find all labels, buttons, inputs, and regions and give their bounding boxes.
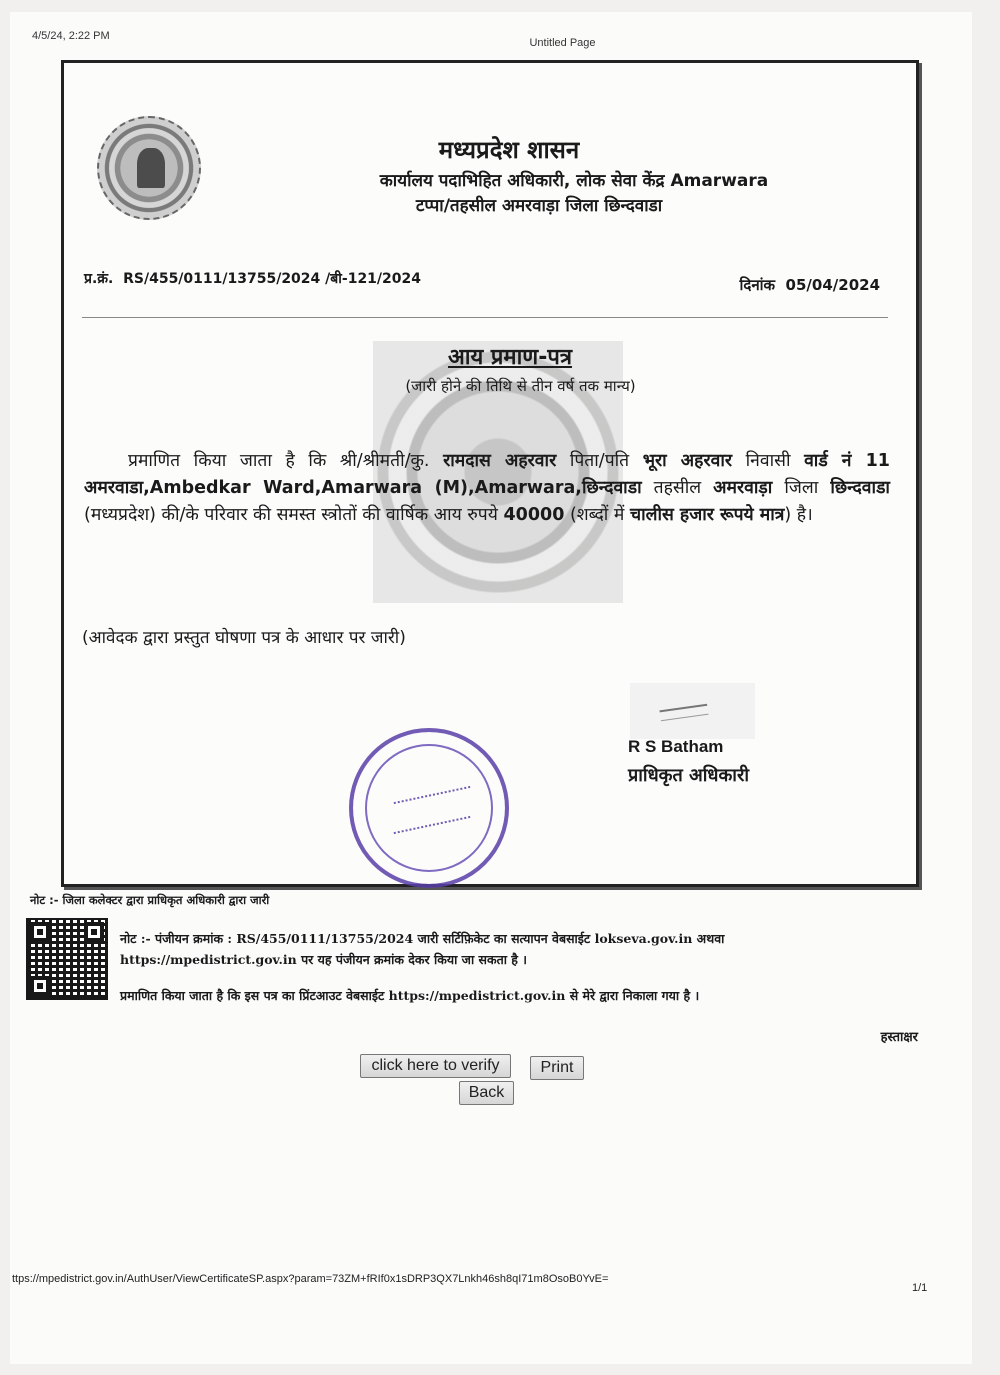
header-divider xyxy=(82,317,888,318)
body-state-text: (मध्यप्रदेश) की/के परिवार की समस्त स्त्रोतों की वार्षिक आय रुपये xyxy=(84,505,498,525)
date-label: दिनांक xyxy=(739,276,776,294)
office-name: कार्यालय पदाभिहित अधिकारी, लोक सेवा केंद्र Amarwara xyxy=(379,171,769,191)
print-page-title: Untitled Page xyxy=(529,37,596,49)
signature-image xyxy=(630,683,755,739)
reference-number xyxy=(84,269,421,288)
qr-finder-icon xyxy=(84,922,104,942)
print-url: ttps://mpedistrict.gov.in/AuthUser/ViewCertificateSP.aspx?param=73ZM+fRIf0x1sDRP3QX7Lnkh46sh8qI71m8OsoB0YvE= xyxy=(12,1273,609,1285)
reference-label: प्र.क्रं. xyxy=(84,271,114,287)
print-page-number: 1/1 xyxy=(912,1282,928,1294)
qr-finder-icon xyxy=(30,922,50,942)
income-amount-words: चालीस हजार रूपये मात्र xyxy=(629,505,785,525)
tehsil-district: टप्पा/तहसील अमरवाड़ा जिला छिन्दवाडा xyxy=(415,196,663,216)
print-datetime: 4/5/24, 2:22 PM xyxy=(32,30,110,42)
verify-button[interactable]: click here to verify xyxy=(360,1054,511,1078)
note-printout: प्रमाणित किया जाता है कि इस पत्र का प्रिंटआउट वेबसाईट https://mpedistrict.gov.in से मेरे द्वारा निकाला गया है । xyxy=(120,988,700,1003)
holder-tehsil: अमरवाड़ा xyxy=(713,478,773,498)
issue-date xyxy=(740,275,881,295)
income-amount: 40000 xyxy=(503,505,565,525)
signer-title: प्राधिकृत अधिकारी xyxy=(628,765,749,786)
reference-value: RS/455/0111/13755/2024 /बी-121/2024 xyxy=(123,271,422,287)
body-closing: ) है। xyxy=(784,505,813,525)
government-title: मध्यप्रदेश शासन xyxy=(438,136,580,164)
note-verification: नोट :- पंजीयन क्रमांक : RS/455/0111/13755/2024 जारी सर्टिफ़िकेट का सत्यापन वेबसाईट lokseva.gov.in अथवा https://mpedistrict.gov.in पर यह पंजीयन क्रमांक देकर किया जा सकता है । xyxy=(120,931,725,967)
issue-basis: (आवेदक द्वारा प्रस्तुत घोषणा पत्र के आधार पर जारी) xyxy=(82,628,406,648)
print-button[interactable]: Print xyxy=(530,1056,584,1080)
holder-name: रामदास अहरवार xyxy=(443,451,557,471)
qr-code-icon xyxy=(26,918,108,1000)
holder-address: वार्ड नं 11 अमरवाडा,Ambedkar Ward,Amarwara (M),Amarwara,छिन्दवाडा xyxy=(84,451,890,498)
date-value: 05/04/2024 xyxy=(785,276,880,294)
back-button[interactable]: Back xyxy=(459,1081,514,1105)
qr-finder-icon xyxy=(30,976,50,996)
body-district-label: जिला xyxy=(784,478,819,498)
body-resident: निवासी xyxy=(745,451,791,471)
certificate-validity: (जारी होने की तिथि से तीन वर्ष तक मान्य) xyxy=(405,377,636,395)
note-authorized: नोट :- जिला कलेक्टर द्वारा प्राधिकृत अधिकारी द्वारा जारी xyxy=(30,893,270,907)
signer-name: R S Batham xyxy=(628,737,724,756)
signature-label: हस्ताक्षर xyxy=(880,1030,918,1045)
certificate-title: आय प्रमाण-पत्र xyxy=(448,345,572,370)
body-intro: प्रमाणित किया जाता है कि श्री/श्रीमती/कु. xyxy=(128,451,430,471)
father-name: भूरा अहरवार xyxy=(642,451,733,471)
certificate-frame xyxy=(61,60,919,887)
holder-district: छिन्दवाडा xyxy=(830,478,890,498)
certificate-body xyxy=(84,448,890,529)
body-words-label: (शब्दों में xyxy=(569,505,625,525)
body-tehsil-label: तहसील xyxy=(653,478,702,498)
official-stamp-icon xyxy=(349,728,509,888)
body-relation: पिता/पति xyxy=(569,451,630,471)
